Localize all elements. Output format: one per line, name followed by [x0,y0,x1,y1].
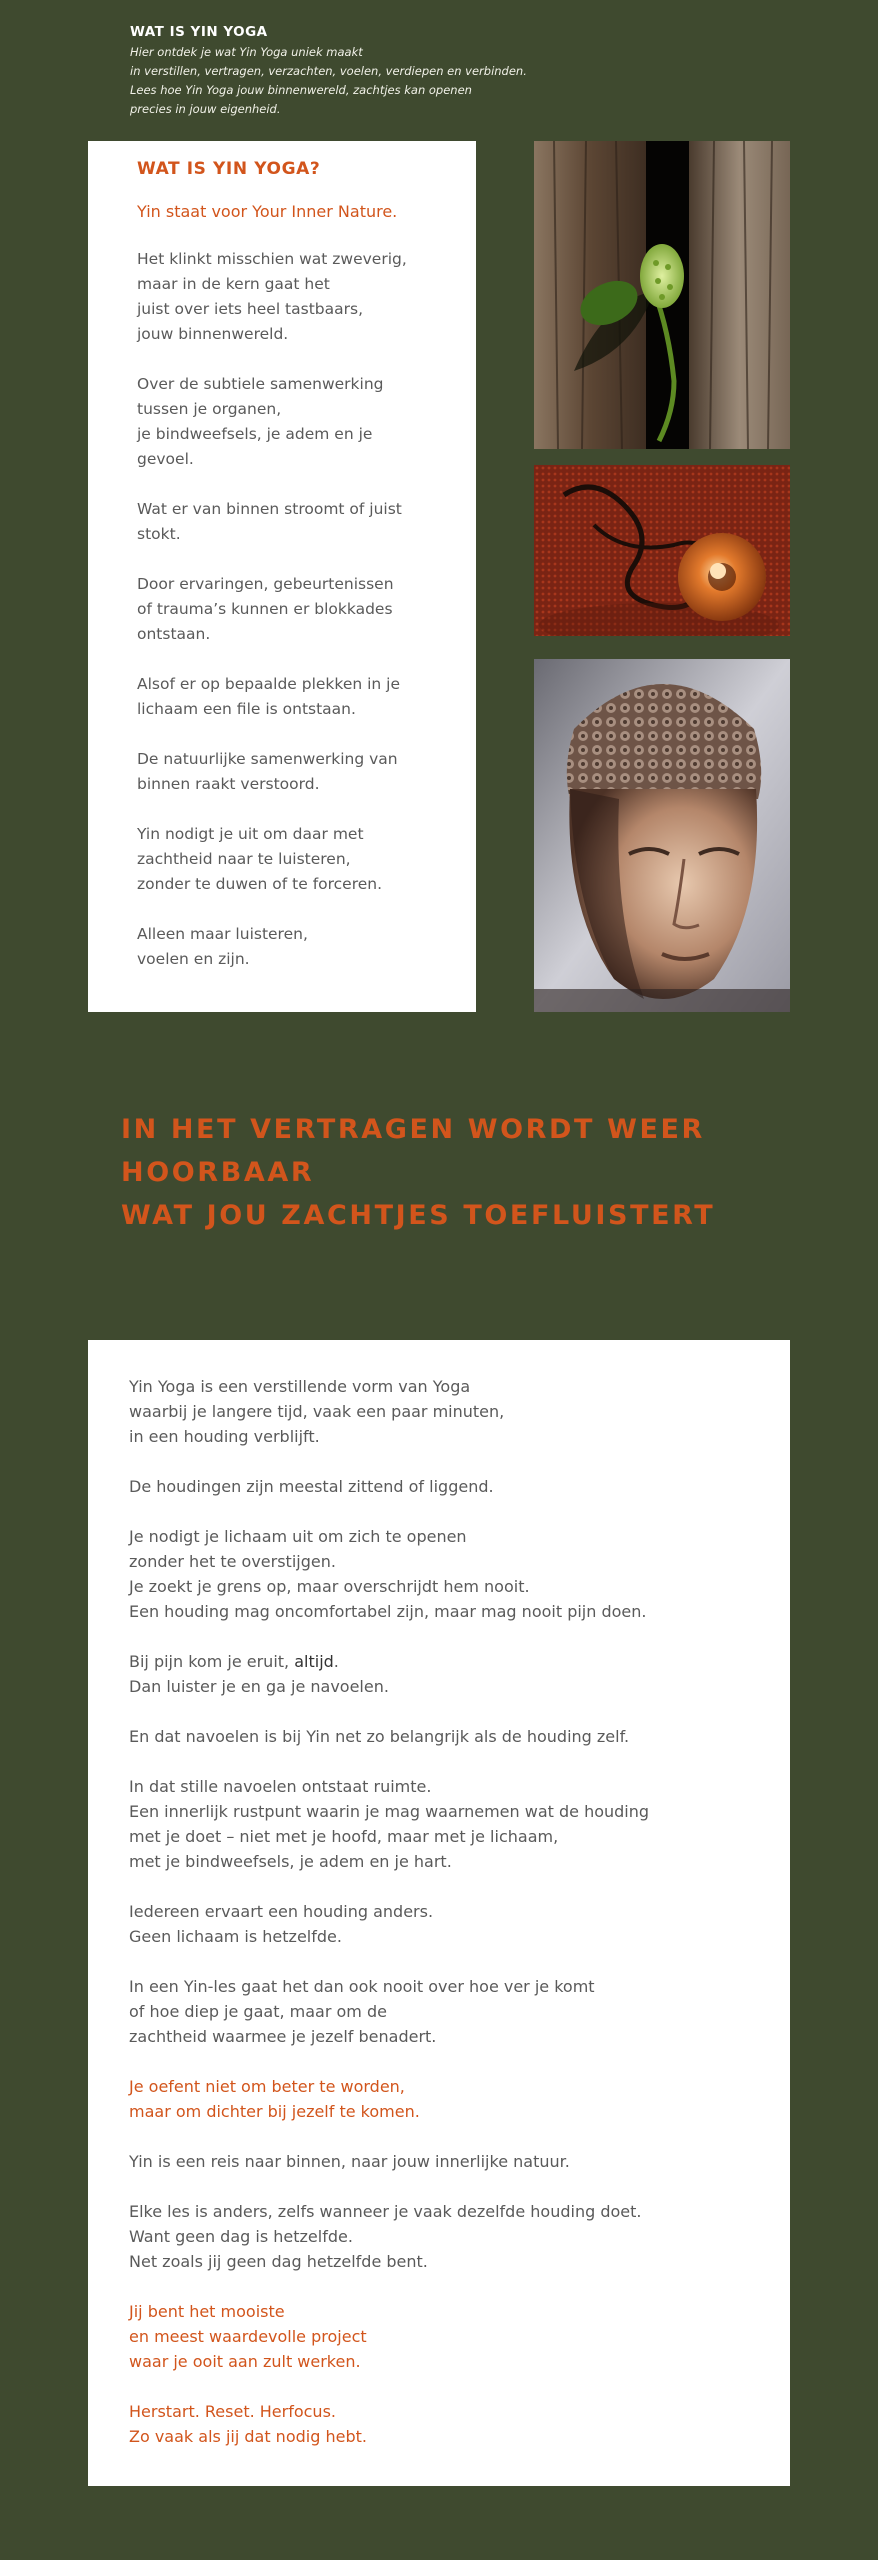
paragraph-line: zonder te duwen of te forceren. [137,875,383,893]
intro-text [130,43,590,119]
paragraph-line: of hoe diep je gaat, maar om de [129,2002,387,2021]
paragraph [129,1724,750,1749]
paragraph [129,1524,750,1624]
paragraph [137,572,446,647]
paragraph [129,2149,750,2174]
lotus-leaf-on-wood-icon [534,141,790,449]
paragraph [137,822,446,897]
paragraph-line: voelen en zijn. [137,950,250,968]
paragraph-line: tussen je organen, [137,400,282,418]
paragraph-line: Geen lichaam is hetzelfde. [129,1927,342,1946]
text-span: Bij pijn kom je eruit, [129,1652,295,1671]
paragraph-line: Yin nodigt je uit om daar met [137,825,364,843]
paragraph-line: Je zoekt je grens op, maar overschrijdt hem nooit. [129,1577,530,1596]
paragraph [129,2199,750,2274]
intro-title: WAT IS YIN YOGA [130,24,268,40]
paragraph [137,672,446,722]
paragraph-line: Jij bent het mooiste [129,2302,285,2321]
paragraph-line: maar om dichter bij jezelf te komen. [129,2102,420,2121]
paragraph-line: juist over iets heel tastbaars, [137,300,363,318]
text-span: . [333,1652,339,1671]
paragraph-line: Want geen dag is hetzelfde. [129,2227,353,2246]
paragraph [129,1974,750,2049]
paragraph-line: en meest waardevolle project [129,2327,367,2346]
paragraph [129,1374,750,1449]
paragraph-line: Alleen maar luisteren, [137,925,308,943]
paragraph-line: Elke les is anders, zelfs wanneer je vaak dezelfde houding doet. [129,2202,642,2221]
paragraph [137,372,446,472]
paragraph-line: zachtheid naar te luisteren, [137,850,351,868]
paragraph-line: maar in de kern gaat het [137,275,330,293]
paragraph [137,922,446,972]
paragraph-line: Yin Yoga is een verstillende vorm van Yoga [129,1377,471,1396]
paragraph-line: waar je ooit aan zult werken. [129,2352,361,2371]
intro-line: precies in jouw eigenheid. [130,102,281,116]
highlight-paragraph [129,2299,750,2374]
paragraph-line: stokt. [137,525,181,543]
paragraph-line: Je nodigt je lichaam uit om zich te openen [129,1527,467,1546]
paragraph-line: lichaam een file is ontstaan. [137,700,356,718]
paragraph-line: Dan luister je en ga je navoelen. [129,1677,389,1696]
intro-section [130,24,590,119]
paragraph [129,1899,750,1949]
buddha-head-icon [534,659,790,1012]
singing-bowl-photo [534,465,790,636]
paragraph-line: Herstart. Reset. Herfocus. [129,2402,336,2421]
quote-line: WAT JOU ZACHTJES TOEFLUISTERT [121,1200,716,1231]
quote-line: HOORBAAR [121,1157,315,1188]
paragraph-line: met je bindweefsels, je adem en je hart. [129,1852,452,1871]
highlight-paragraph [129,2399,750,2449]
paragraph-line: Een houding mag oncomfortabel zijn, maar mag nooit pijn doen. [129,1602,647,1621]
paragraph [137,247,446,347]
paragraph [137,747,446,797]
quote-heading [121,1108,841,1237]
paragraph-line: Door ervaringen, gebeurtenissen [137,575,394,593]
paragraph-line [129,1649,750,1674]
buddha-head-photo [534,659,790,1012]
paragraph-line: met je doet – niet met je hoofd, maar met je lichaam, [129,1827,559,1846]
paragraph-line: In een Yin-les gaat het dan ook nooit over hoe ver je komt [129,1977,595,1996]
paragraph [137,497,446,547]
intro-line: Lees hoe Yin Yoga jouw binnenwereld, zachtjes kan openen [130,83,472,97]
emphasis-text: altijd [294,1652,334,1671]
lotus-leaf-photo [534,141,790,449]
paragraph-line: Over de subtiele samenwerking [137,375,384,393]
intro-line: Hier ontdek je wat Yin Yoga uniek maakt [130,45,363,59]
paragraph-line: zachtheid waarmee je jezelf benadert. [129,2027,437,2046]
paragraph-line: in een houding verblijft. [129,1427,320,1446]
paragraph-line: Net zoals jij geen dag hetzelfde bent. [129,2252,428,2271]
paragraph-line: Je oefent niet om beter te worden, [129,2077,405,2096]
paragraph-line: En dat navoelen is bij Yin net zo belangrijk als de houding zelf. [129,1727,630,1746]
paragraph-line: In dat stille navoelen ontstaat ruimte. [129,1777,432,1796]
paragraph [129,1474,750,1499]
paragraph-line: Yin is een reis naar binnen, naar jouw innerlijke natuur. [129,2152,570,2171]
quote-line: IN HET VERTRAGEN WORDT WEER [121,1114,705,1145]
paragraph [129,1774,750,1874]
paragraph-line: De houdingen zijn meestal zittend of liggend. [129,1477,494,1496]
paragraph-line: jouw binnenwereld. [137,325,289,343]
paragraph-line: zonder het te overstijgen. [129,1552,336,1571]
paragraph-line: De natuurlijke samenwerking van [137,750,398,768]
paragraph-line: Een innerlijk rustpunt waarin je mag waarnemen wat de houding [129,1802,650,1821]
paragraph-line: Het klinkt misschien wat zweverig, [137,250,407,268]
yin-yoga-details-card [88,1340,790,2486]
highlight-paragraph [129,2074,750,2124]
singing-bowl-icon [534,465,790,636]
paragraph-line: binnen raakt verstoord. [137,775,320,793]
paragraph-line: Wat er van binnen stroomt of juist [137,500,402,518]
paragraph-line: of trauma’s kunnen er blokkades [137,600,393,618]
paragraph-line: Alsof er op bepaalde plekken in je [137,675,401,693]
paragraph [129,1649,750,1699]
intro-line: in verstillen, vertragen, verzachten, voelen, verdiepen en verbinden. [130,64,527,78]
paragraph-line: gevoel. [137,450,194,468]
paragraph-line: Zo vaak als jij dat nodig hebt. [129,2427,367,2446]
card-title: WAT IS YIN YOGA? [137,159,321,179]
card-lead: Yin staat voor Your Inner Nature. [137,202,398,221]
paragraph-line: waarbij je langere tijd, vaak een paar minuten, [129,1402,505,1421]
paragraph-line: ontstaan. [137,625,211,643]
paragraph-line: je bindweefsels, je adem en je [137,425,373,443]
paragraph-line: Iedereen ervaart een houding anders. [129,1902,434,1921]
what-is-yin-card [88,141,476,1012]
